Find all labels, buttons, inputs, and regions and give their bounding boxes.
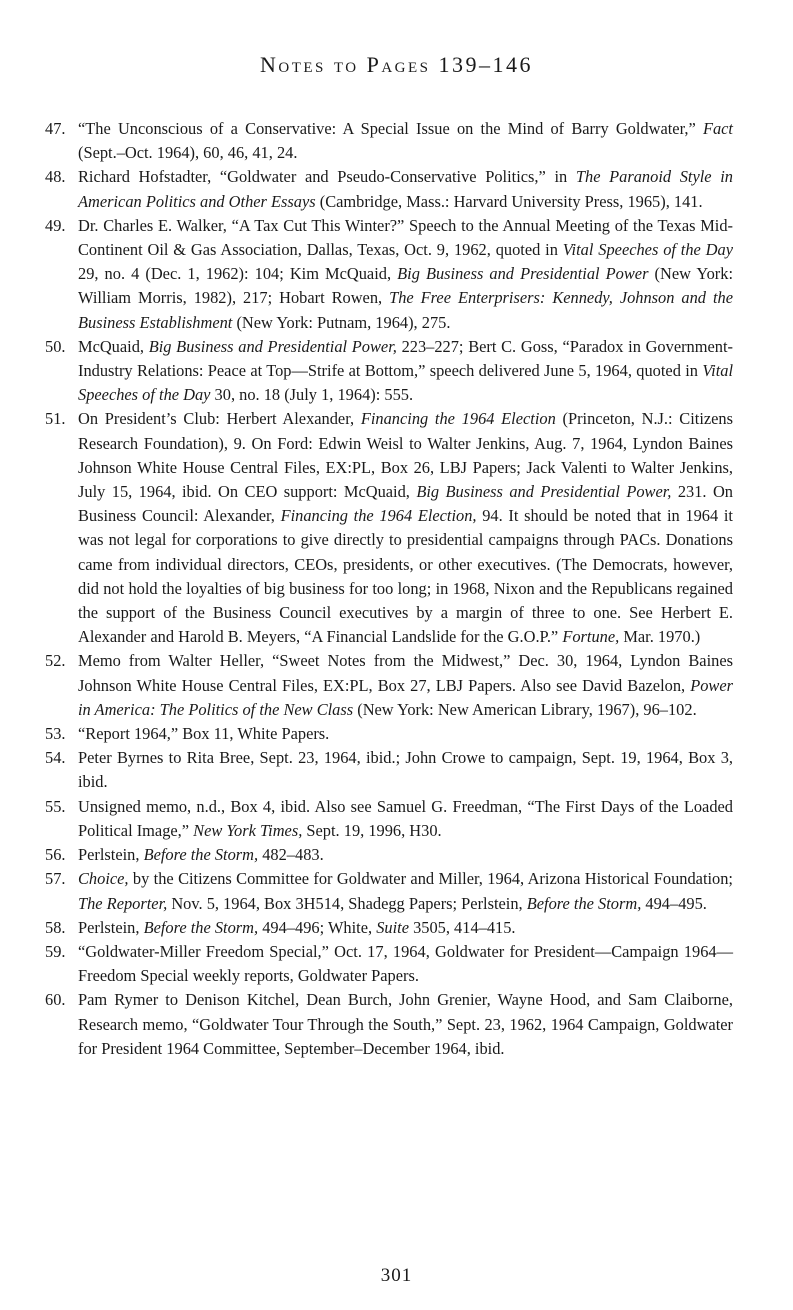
text-run: Perlstein,: [78, 917, 144, 937]
endnote-number: 51.: [45, 409, 66, 429]
italic-title: The Paranoid Style in American Politics and Other Essays: [78, 167, 733, 211]
endnote-text: [78, 409, 733, 646]
text-run: 30, no. 18 (July 1, 1964): 555.: [210, 385, 414, 405]
text-run: (Princeton, N.J.: Citizens Research Foundation), 9. On Ford: Edwin Weisl to Walter Jenkins, Aug. 7, 1964, Lyndon Baines Johnson White House Central Files, EX:PL, Box 26, LBJ Papers; Jack Valenti to Walter Jenkins, July 15, 1964, ibid. On CEO support: McQuaid,: [78, 409, 734, 502]
endnote-text: [78, 651, 733, 718]
italic-title: New York Times,: [193, 820, 303, 840]
italic-title: Big Business and Presidential Power: [397, 264, 649, 284]
text-run: 482–483.: [258, 845, 324, 865]
text-run: Richard Hofstadter, “Goldwater and Pseudo-Conservative Politics,” in: [78, 167, 576, 187]
italic-title: The Reporter,: [78, 893, 168, 913]
endnote: [45, 988, 733, 1061]
endnote: [45, 335, 733, 408]
text-run: 223–227; Bert C. Goss, “Paradox in Government-Industry Relations: Peace at Top—Strife at Bottom,” speech delivered June 5, 1964, quoted in: [78, 336, 733, 381]
endnote-number: 53.: [45, 724, 66, 744]
text-run: Mar. 1970.): [619, 627, 701, 647]
endnote-text: [78, 918, 516, 937]
italic-title: Power in America: The Politics of the New Class: [78, 675, 733, 719]
text-run: (New York: New American Library, 1967), 96–102.: [353, 699, 697, 719]
text-run: 29, no. 4 (Dec. 1, 1962): 104; Kim McQuaid,: [78, 264, 398, 284]
italic-title: Vital Speeches of the Day: [562, 240, 733, 260]
text-run: On President’s Club: Herbert Alexander,: [78, 409, 361, 429]
text-run: Sept. 19, 1996, H30.: [302, 820, 442, 840]
endnote-text: [78, 337, 733, 404]
italic-title: Suite: [376, 917, 409, 937]
endnote: [45, 795, 733, 843]
italic-title: Vital Speeches of the Day: [78, 361, 733, 405]
text-run: McQuaid,: [78, 336, 149, 356]
endnote: [45, 916, 733, 940]
endnote-number: 55.: [45, 796, 66, 816]
endnote: [45, 117, 733, 165]
text-run: 3505, 414–415.: [408, 917, 516, 937]
endnote-text: [78, 216, 733, 332]
endnote: [45, 649, 733, 722]
text-run: 231. On Business Council: Alexander,: [78, 482, 733, 526]
italic-title: Financing the 1964 Election: [360, 409, 556, 429]
endnote: [45, 214, 733, 335]
italic-title: Big Business and Presidential Power,: [148, 336, 397, 356]
text-run: Dr. Charles E. Walker, “A Tax Cut This Winter?” Speech to the Annual Meeting of the Texas Mid-Continent Oil & Gas Association, Dallas, Texas, Oct. 9, 1962, quoted in: [78, 215, 733, 260]
text-run: “The Unconscious of a Conservative: A Special Issue on the Mind of Barry Goldwater,”: [78, 119, 703, 138]
endnote: [45, 407, 733, 649]
endnote-text: [78, 942, 733, 985]
endnote: [45, 722, 733, 746]
endnote-text: [78, 748, 733, 791]
endnote-number: 49.: [45, 215, 66, 235]
italic-title: Fact: [702, 119, 733, 138]
endnote-text: [78, 167, 733, 210]
text-run: Memo from Walter Heller, “Sweet Notes from the Midwest,” Dec. 30, 1964, Lyndon Baines Johnson White House Central Files, EX:PL, Box 27, LBJ Papers. Also see David Bazelon,: [78, 651, 733, 695]
endnote-number: 47.: [45, 119, 66, 138]
endnote-number: 58.: [45, 917, 66, 937]
text-run: by the Citizens Committee for Goldwater and Miller, 1964, Arizona Historical Foundation;: [128, 869, 733, 889]
text-run: (Cambridge, Mass.: Harvard University Press, 1965), 141.: [315, 191, 703, 211]
italic-title: Before the Storm,: [526, 893, 642, 913]
endnote: [45, 165, 733, 213]
endnote-text: [78, 990, 733, 1057]
text-run: Perlstein,: [78, 845, 144, 865]
endnote-text: [78, 869, 733, 912]
text-run: (New York: Putnam, 1964), 275.: [232, 312, 451, 332]
endnote-number: 50.: [45, 336, 66, 356]
endnote-number: 60.: [45, 990, 66, 1010]
italic-title: Before the Storm,: [143, 917, 259, 937]
endnote-number: 52.: [45, 651, 66, 671]
italic-title: Financing the 1964 Election,: [280, 506, 477, 526]
text-run: (New York: William Morris, 1982), 217; Hobart Rowen,: [78, 264, 733, 308]
text-run: (Sept.–Oct. 1964), 60, 46, 41, 24.: [78, 143, 298, 163]
text-run: 94. It should be noted that in 1964 it was not legal for corporations to give directly to presidential campaigns through PACs. Donations came from individual directors, CEOs, presidents, or other executives. (The Democrats, however, did not hold the loyalties of big business for too long; in 1968, Nixon and the Republicans regained the support of the Business Council executives by a margin of three to one. See Herbert E. Alexander and Harold B. Meyers, “A Financial Landslide for the G.O.P.”: [78, 506, 733, 647]
endnote: [45, 746, 733, 794]
italic-title: Big Business and Presidential Power,: [416, 482, 672, 502]
text-run: Unsigned memo, n.d., Box 4, ibid. Also see Samuel G. Freedman, “The First Days of the Loaded Political Image,”: [78, 796, 733, 840]
text-run: 494–496; White,: [258, 917, 377, 937]
text-run: Peter Byrnes to Rita Bree, Sept. 23, 1964, ibid.; John Crowe to campaign, Sept. 19, 1964, Box 3, ibid.: [78, 748, 733, 792]
page-number: 301: [380, 1265, 413, 1286]
running-header: Notes to Pages 139–146: [259, 52, 534, 77]
italic-title: Before the Storm,: [143, 845, 259, 865]
endnote-text: [78, 724, 329, 743]
text-run: Nov. 5, 1964, Box 3H514, Shadegg Papers; Perlstein,: [167, 893, 527, 913]
text-run: Pam Rymer to Denison Kitchel, Dean Burch, John Grenier, Wayne Hood, and Sam Claiborne, Research memo, “Goldwater Tour Through the South,” Sept. 23, 1962, 1964 Campaign, Goldwater for President 1964 Committee, September–December 1964, ibid.: [78, 990, 733, 1058]
italic-title: The Free Enterprisers: Kennedy, Johnson and the Business Establishment: [78, 288, 733, 332]
notes-list: [45, 117, 733, 1061]
endnote: [45, 867, 733, 915]
endnote-number: 57.: [45, 869, 66, 889]
text-run: “Goldwater-Miller Freedom Special,” Oct. 17, 1964, Goldwater for President—Campaign 1964—Freedom Special weekly reports, Goldwater Papers.: [78, 941, 733, 986]
endnote: [45, 940, 733, 988]
italic-title: Fortune,: [562, 627, 620, 647]
endnote-text: [78, 119, 733, 162]
text-run: 494–495.: [641, 893, 707, 913]
endnote-text: [78, 845, 324, 864]
endnote-number: 59.: [45, 941, 66, 961]
endnote-number: 56.: [45, 845, 66, 865]
endnote-number: 54.: [45, 748, 66, 768]
endnote-number: 48.: [45, 167, 66, 187]
endnote: [45, 843, 733, 867]
endnote-text: [78, 797, 733, 840]
italic-title: Choice,: [78, 869, 129, 889]
text-run: “Report 1964,” Box 11, White Papers.: [78, 724, 330, 744]
